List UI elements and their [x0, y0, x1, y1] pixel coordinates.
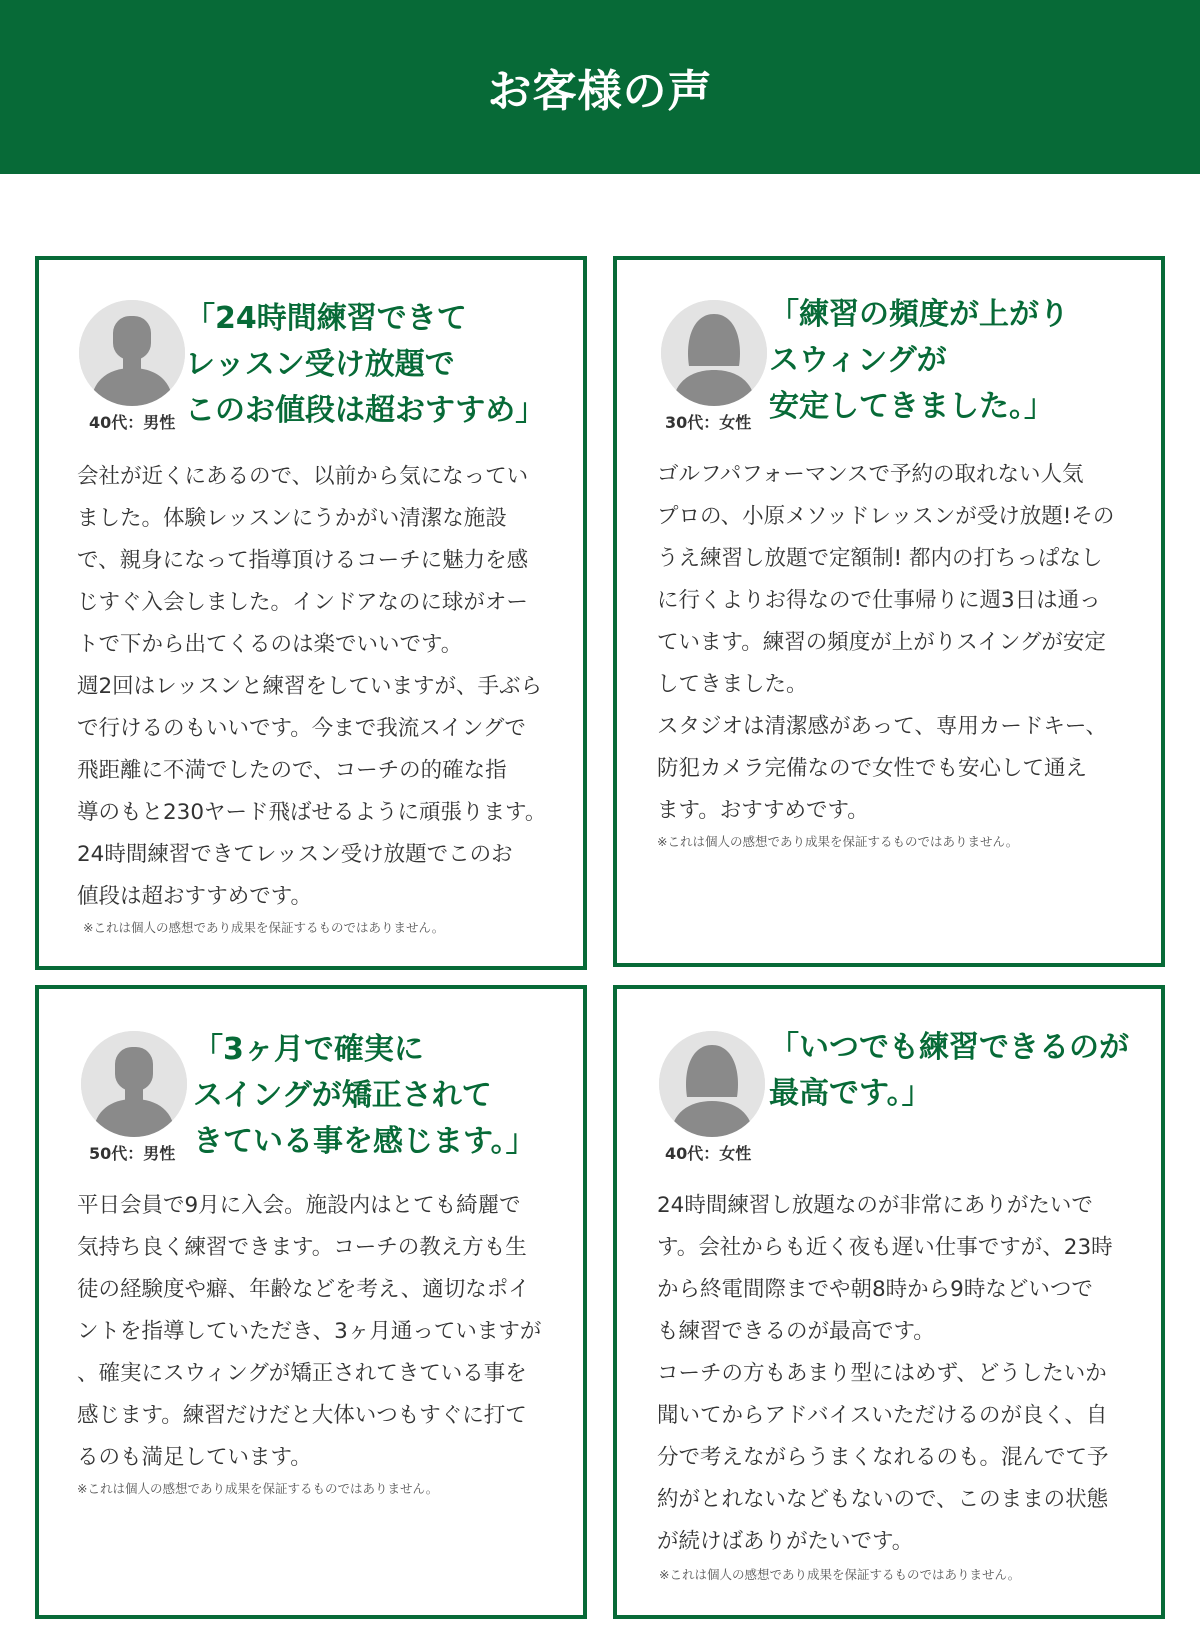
body-line: から終電間際までや朝8時から9時などいつで [657, 1277, 1093, 1302]
headline-line: レッスン受け放題で [185, 347, 455, 382]
body-line: してきました。 [657, 672, 808, 697]
headline-line: スイングが矯正されて [193, 1078, 492, 1113]
testimonial-headline [769, 292, 1169, 430]
body-line: 導のもと230ヤード飛ばせるように頑張ります。 [77, 800, 547, 825]
body-line: 感じます。練習だけだと大体いつもすぐに打て [77, 1403, 527, 1428]
customer-age-gender: 30代：女性 [665, 413, 752, 432]
disclaimer-note: ※これは個人の感想であり成果を保証するものではありません。 [83, 920, 445, 935]
customer-age-gender: 40代：女性 [665, 1144, 752, 1163]
headline-line: このお値段は超おすすめ」 [185, 393, 546, 428]
body-line: に行くよりお得なので仕事帰りに週3日は通っ [657, 588, 1101, 613]
body-line: 、確実にスウィングが矯正されてきている事を [77, 1361, 527, 1386]
headline-line: きている事を感じます。」 [193, 1124, 536, 1159]
male-avatar-icon [81, 1031, 187, 1137]
page-header [0, 0, 1200, 174]
disclaimer-note: ※これは個人の感想であり成果を保証するものではありません。 [657, 834, 1019, 849]
body-line: で、親身になって指導頂けるコーチに魅力を感 [77, 548, 529, 573]
body-line: ゴルフパフォーマンスで予約の取れない人気 [657, 462, 1084, 487]
testimonial-headline [185, 296, 585, 434]
male-avatar-icon [79, 300, 185, 406]
body-line: 約がとれないなどもないので、このままの状態 [657, 1487, 1109, 1512]
body-line: 平日会員で9月に入会。施設内はとても綺麗で [77, 1193, 521, 1218]
body-line: じすぐ入会しました。インドアなのに球がオー [77, 590, 528, 615]
testimonial-body [77, 456, 557, 918]
headline-line: スウィングが [769, 343, 947, 378]
body-line: 聞いてからアドバイスいただけるのが良く、自 [657, 1403, 1108, 1428]
body-line: トで下から出てくるのは楽でいいです。 [77, 632, 463, 657]
body-line: 飛距離に不満でしたので、コーチの的確な指 [77, 758, 507, 783]
body-line: 会社が近くにあるので、以前から気になってい [77, 464, 529, 489]
body-line: ます。おすすめです。 [657, 798, 869, 823]
testimonial-headline [193, 1027, 593, 1165]
headline-line: 「練習の頻度が上がり [769, 297, 1069, 332]
body-line: ています。練習の頻度が上がりスイングが安定 [657, 630, 1106, 655]
headline-line: 「24時間練習できて [185, 301, 467, 336]
body-line: 気持ち良く練習できます。コーチの教え方も生 [77, 1235, 527, 1260]
body-line: 値段は超おすすめです。 [77, 884, 312, 909]
body-line: 徒の経験度や癖、年齢などを考え、適切なポイ [77, 1277, 530, 1302]
body-line: コーチの方もあまり型にはめず、どうしたいか [657, 1361, 1107, 1386]
body-line: も練習できるのが最高です。 [657, 1319, 935, 1344]
customer-age-gender: 40代：男性 [89, 413, 176, 432]
body-line: ました。体験レッスンにうかがい清潔な施設 [77, 506, 507, 531]
page-title: お客様の声 [487, 66, 713, 117]
body-line: 24時間練習できてレッスン受け放題でこのお [77, 842, 513, 867]
female-avatar-icon [661, 300, 767, 406]
testimonial-body [657, 1185, 1137, 1563]
headline-line: 安定してきました。」 [769, 389, 1054, 424]
testimonial-body [657, 454, 1137, 832]
body-line: が続けばありがたいです。 [657, 1529, 914, 1554]
headline-line: 最高です。」 [769, 1076, 932, 1111]
body-line: ントを指導していただき、3ヶ月通っていますが [77, 1319, 542, 1344]
body-line: スタジオは清潔感があって、専用カードキー、 [657, 714, 1107, 739]
disclaimer-note: ※これは個人の感想であり成果を保証するものではありません。 [659, 1567, 1021, 1582]
disclaimer-note: ※これは個人の感想であり成果を保証するものではありません。 [77, 1481, 439, 1496]
female-avatar-icon [659, 1031, 765, 1137]
body-line: うえ練習し放題で定額制! 都内の打ちっぱなし [657, 546, 1103, 571]
headline-line: 「いつでも練習できるのが [769, 1030, 1129, 1065]
testimonial-card [613, 985, 1165, 1619]
testimonial-card [613, 256, 1165, 967]
testimonial-body [77, 1185, 557, 1479]
testimonial-card [35, 256, 587, 970]
body-line: す。会社からも近く夜も遅い仕事ですが、23時 [657, 1235, 1113, 1260]
body-line: 分で考えながらうまくなれるのも。混んでて予 [657, 1445, 1109, 1470]
testimonial-card [35, 985, 587, 1619]
body-line: プロの、小原メソッドレッスンが受け放題!その [657, 504, 1115, 529]
customer-age-gender: 50代：男性 [89, 1144, 176, 1163]
testimonial-headline [769, 1025, 1169, 1117]
body-line: るのも満足しています。 [77, 1445, 312, 1470]
body-line: 週2回はレッスンと練習をしていますが、手ぶら [77, 674, 542, 699]
body-line: 24時間練習し放題なのが非常にありがたいで [657, 1193, 1093, 1218]
body-line: で行けるのもいいです。今まで我流スイングで [77, 716, 526, 741]
headline-line: 「3ヶ月で確実に [193, 1032, 424, 1067]
body-line: 防犯カメラ完備なので女性でも安心して通え [657, 756, 1088, 781]
